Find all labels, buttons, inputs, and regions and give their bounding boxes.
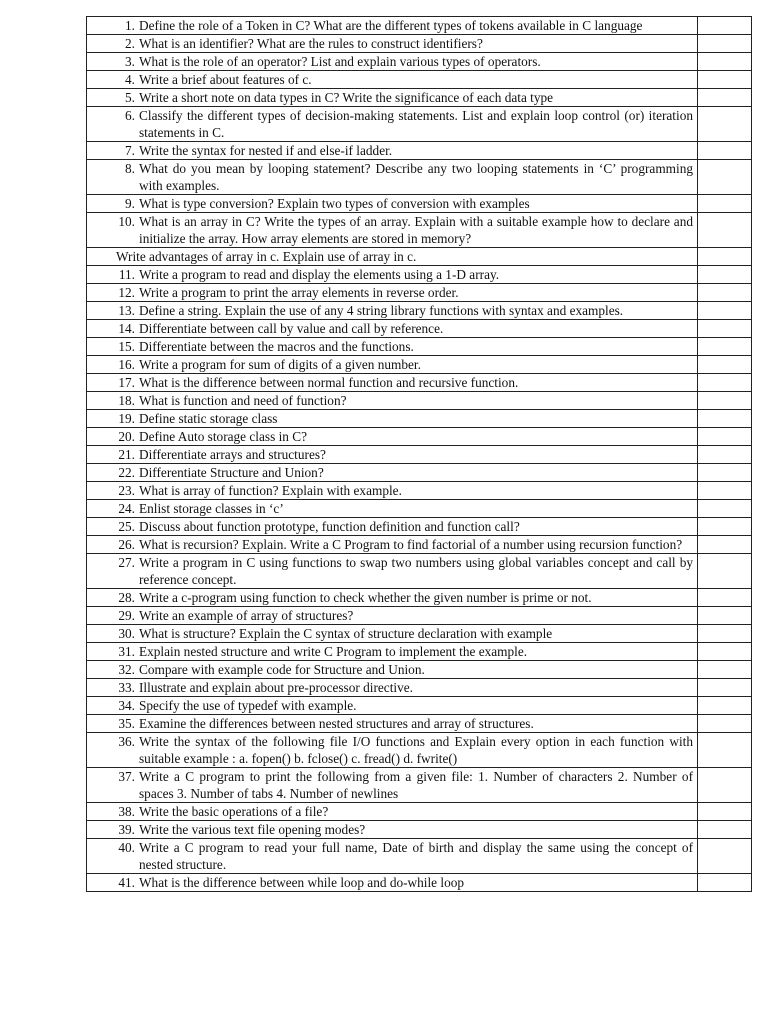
question-number: 13. bbox=[118, 303, 135, 318]
question-number: 8. bbox=[125, 161, 135, 176]
question-number: 24. bbox=[118, 501, 135, 516]
question-row bbox=[87, 410, 752, 428]
question-item bbox=[87, 803, 693, 820]
question-number: 33. bbox=[118, 680, 135, 695]
question-row bbox=[87, 213, 752, 248]
question-number: 19. bbox=[118, 411, 135, 426]
marks-cell bbox=[698, 107, 752, 142]
question-row bbox=[87, 518, 752, 536]
question-row bbox=[87, 679, 752, 697]
question-row bbox=[87, 768, 752, 803]
marks-cell bbox=[698, 142, 752, 160]
question-text: What is the difference between normal function and recursive function. bbox=[139, 375, 519, 390]
question-item bbox=[87, 195, 693, 212]
marks-cell bbox=[698, 71, 752, 89]
question-row bbox=[87, 607, 752, 625]
question-number: 22. bbox=[118, 465, 135, 480]
question-number: 27. bbox=[118, 555, 135, 570]
question-item bbox=[87, 715, 693, 732]
question-item bbox=[87, 320, 693, 337]
marks-cell bbox=[698, 195, 752, 213]
marks-cell bbox=[698, 821, 752, 839]
question-cell bbox=[87, 839, 698, 874]
question-item bbox=[87, 589, 693, 606]
question-text: Differentiate between the macros and the functions. bbox=[139, 339, 414, 354]
question-item bbox=[87, 554, 693, 588]
question-text: Write a c-program using function to check whether the given number is prime or not. bbox=[139, 590, 592, 605]
marks-cell bbox=[698, 536, 752, 554]
question-cell bbox=[87, 195, 698, 213]
question-number: 14. bbox=[118, 321, 135, 336]
question-cell bbox=[87, 482, 698, 500]
question-item bbox=[87, 625, 693, 642]
question-item bbox=[87, 89, 693, 106]
question-cell bbox=[87, 803, 698, 821]
question-text: Write a program to read and display the elements using a 1-D array. bbox=[139, 267, 500, 282]
question-cell bbox=[87, 266, 698, 284]
question-item bbox=[87, 284, 693, 301]
question-row bbox=[87, 697, 752, 715]
question-text: Differentiate between call by value and call by reference. bbox=[139, 321, 444, 336]
question-item bbox=[87, 53, 693, 70]
question-text: Write a program to print the array elements in reverse order. bbox=[139, 285, 459, 300]
question-cell bbox=[87, 392, 698, 410]
question-text: Write a brief about features of c. bbox=[139, 72, 312, 87]
question-row bbox=[87, 500, 752, 518]
question-row bbox=[87, 248, 752, 266]
question-item bbox=[87, 821, 693, 838]
question-number: 25. bbox=[118, 519, 135, 534]
question-item bbox=[87, 768, 693, 802]
marks-cell bbox=[698, 392, 752, 410]
marks-cell bbox=[698, 697, 752, 715]
question-item bbox=[87, 536, 693, 553]
question-item bbox=[87, 160, 693, 194]
marks-cell bbox=[698, 213, 752, 248]
question-cell bbox=[87, 302, 698, 320]
question-row bbox=[87, 661, 752, 679]
question-cell bbox=[87, 356, 698, 374]
question-number: 38. bbox=[118, 804, 135, 819]
marks-cell bbox=[698, 53, 752, 71]
question-number: 40. bbox=[118, 840, 135, 855]
question-table bbox=[86, 16, 752, 892]
question-number: 20. bbox=[118, 429, 135, 444]
question-text: Write an example of array of structures? bbox=[139, 608, 354, 623]
question-item bbox=[87, 643, 693, 660]
question-item bbox=[87, 661, 693, 678]
question-text: Enlist storage classes in ‘c’ bbox=[139, 501, 284, 516]
question-cell bbox=[87, 89, 698, 107]
question-row bbox=[87, 71, 752, 89]
marks-cell bbox=[698, 554, 752, 589]
question-row bbox=[87, 625, 752, 643]
question-cell bbox=[87, 410, 698, 428]
question-cell bbox=[87, 536, 698, 554]
marks-cell bbox=[698, 356, 752, 374]
question-text: Write a program in C using functions to swap two numbers using global variables concept and call by reference concept. bbox=[139, 555, 693, 587]
marks-cell bbox=[698, 428, 752, 446]
question-cell bbox=[87, 821, 698, 839]
marks-cell bbox=[698, 661, 752, 679]
question-text: Define Auto storage class in C? bbox=[139, 429, 308, 444]
marks-cell bbox=[698, 482, 752, 500]
question-item bbox=[87, 500, 693, 517]
question-item bbox=[87, 874, 693, 891]
question-item bbox=[87, 338, 693, 355]
question-text: Write the syntax of the following file I/O functions and Explain every option in each function with suitable example : a. fopen() b. fclose() c. fread() d. fwrite() bbox=[139, 734, 693, 766]
question-number: 23. bbox=[118, 483, 135, 498]
question-cell bbox=[87, 446, 698, 464]
marks-cell bbox=[698, 284, 752, 302]
question-text: Write the basic operations of a file? bbox=[139, 804, 329, 819]
question-text: Write the various text file opening modes? bbox=[139, 822, 366, 837]
question-cell bbox=[87, 768, 698, 803]
question-cell bbox=[87, 589, 698, 607]
question-cell bbox=[87, 71, 698, 89]
question-cell bbox=[87, 17, 698, 35]
question-item bbox=[87, 446, 693, 463]
question-row bbox=[87, 839, 752, 874]
question-item bbox=[87, 248, 693, 265]
question-row bbox=[87, 733, 752, 768]
question-row bbox=[87, 320, 752, 338]
question-cell bbox=[87, 160, 698, 195]
marks-cell bbox=[698, 35, 752, 53]
question-item bbox=[87, 374, 693, 391]
question-item bbox=[87, 356, 693, 373]
question-item bbox=[87, 17, 693, 34]
question-number: 32. bbox=[118, 662, 135, 677]
question-item bbox=[87, 392, 693, 409]
question-number: 28. bbox=[118, 590, 135, 605]
question-number: 30. bbox=[118, 626, 135, 641]
marks-cell bbox=[698, 464, 752, 482]
question-item bbox=[87, 302, 693, 319]
marks-cell bbox=[698, 715, 752, 733]
marks-cell bbox=[698, 446, 752, 464]
question-row bbox=[87, 17, 752, 35]
question-item bbox=[87, 518, 693, 535]
question-text: Differentiate arrays and structures? bbox=[139, 447, 326, 462]
question-number: 10. bbox=[118, 214, 135, 229]
question-cell bbox=[87, 715, 698, 733]
question-text: What is array of function? Explain with example. bbox=[139, 483, 402, 498]
question-number: 5. bbox=[125, 90, 135, 105]
question-text: Compare with example code for Structure and Union. bbox=[139, 662, 425, 677]
question-number: 6. bbox=[125, 108, 135, 123]
question-item bbox=[87, 213, 693, 247]
question-row bbox=[87, 464, 752, 482]
question-row bbox=[87, 266, 752, 284]
question-text: What is function and need of function? bbox=[139, 393, 347, 408]
question-cell bbox=[87, 338, 698, 356]
question-item bbox=[87, 107, 693, 141]
question-cell bbox=[87, 518, 698, 536]
question-row bbox=[87, 142, 752, 160]
marks-cell bbox=[698, 320, 752, 338]
question-number: 1. bbox=[125, 18, 135, 33]
question-text: Specify the use of typedef with example. bbox=[139, 698, 357, 713]
marks-cell bbox=[698, 160, 752, 195]
question-text: Define the role of a Token in C? What are the different types of tokens available in C language bbox=[139, 18, 643, 33]
question-row bbox=[87, 803, 752, 821]
question-row bbox=[87, 195, 752, 213]
question-cell bbox=[87, 500, 698, 518]
question-cell bbox=[87, 554, 698, 589]
question-text: What is structure? Explain the C syntax of structure declaration with example bbox=[139, 626, 553, 641]
question-cell bbox=[87, 607, 698, 625]
marks-cell bbox=[698, 839, 752, 874]
marks-cell bbox=[698, 17, 752, 35]
marks-cell bbox=[698, 248, 752, 266]
question-item bbox=[87, 482, 693, 499]
question-cell bbox=[87, 643, 698, 661]
marks-cell bbox=[698, 768, 752, 803]
marks-cell bbox=[698, 733, 752, 768]
question-text: Write a short note on data types in C? Write the significance of each data type bbox=[139, 90, 554, 105]
question-row bbox=[87, 874, 752, 892]
question-row bbox=[87, 356, 752, 374]
question-item bbox=[87, 428, 693, 445]
question-number: 16. bbox=[118, 357, 135, 372]
question-number: 4. bbox=[125, 72, 135, 87]
marks-cell bbox=[698, 500, 752, 518]
question-number: 7. bbox=[125, 143, 135, 158]
question-cell bbox=[87, 213, 698, 248]
question-item bbox=[87, 464, 693, 481]
question-number: 18. bbox=[118, 393, 135, 408]
marks-cell bbox=[698, 803, 752, 821]
question-text: What is recursion? Explain. Write a C Program to find factorial of a number using recursion function? bbox=[139, 537, 683, 552]
marks-cell bbox=[698, 518, 752, 536]
question-item bbox=[87, 266, 693, 283]
question-text: Write a C program to read your full name, Date of birth and display the same using the concept of nested structure. bbox=[139, 840, 693, 872]
question-cell bbox=[87, 320, 698, 338]
question-item bbox=[87, 679, 693, 696]
question-number: 2. bbox=[125, 36, 135, 51]
question-row bbox=[87, 589, 752, 607]
question-item bbox=[87, 71, 693, 88]
question-cell bbox=[87, 625, 698, 643]
question-number: 11. bbox=[118, 267, 135, 282]
question-text: What is type conversion? Explain two types of conversion with examples bbox=[139, 196, 530, 211]
question-cell bbox=[87, 697, 698, 715]
marks-cell bbox=[698, 374, 752, 392]
question-number: 29. bbox=[118, 608, 135, 623]
marks-cell bbox=[698, 625, 752, 643]
question-number: 9. bbox=[125, 196, 135, 211]
question-number: 34. bbox=[118, 698, 135, 713]
question-row bbox=[87, 160, 752, 195]
question-row bbox=[87, 554, 752, 589]
question-cell bbox=[87, 248, 698, 266]
marks-cell bbox=[698, 410, 752, 428]
question-cell bbox=[87, 284, 698, 302]
question-text: What do you mean by looping statement? Describe any two looping statements in ‘C’ programming with examples. bbox=[139, 161, 693, 193]
question-number: 39. bbox=[118, 822, 135, 837]
question-number: 37. bbox=[118, 769, 135, 784]
question-cell bbox=[87, 374, 698, 392]
question-row bbox=[87, 89, 752, 107]
question-text: Define static storage class bbox=[139, 411, 278, 426]
marks-cell bbox=[698, 266, 752, 284]
question-number: 15. bbox=[118, 339, 135, 354]
question-cell bbox=[87, 53, 698, 71]
question-text: What is the difference between while loop and do-while loop bbox=[139, 875, 465, 890]
question-cell bbox=[87, 874, 698, 892]
question-number: 41. bbox=[118, 875, 135, 890]
marks-cell bbox=[698, 607, 752, 625]
question-row bbox=[87, 53, 752, 71]
question-cell bbox=[87, 661, 698, 679]
question-cell bbox=[87, 733, 698, 768]
question-cell bbox=[87, 428, 698, 446]
question-table-body bbox=[87, 17, 752, 892]
marks-cell bbox=[698, 589, 752, 607]
question-cell bbox=[87, 464, 698, 482]
question-item bbox=[87, 697, 693, 714]
question-row bbox=[87, 302, 752, 320]
marks-cell bbox=[698, 874, 752, 892]
question-text: Write the syntax for nested if and else-if ladder. bbox=[139, 143, 393, 158]
question-number: 31. bbox=[118, 644, 135, 659]
question-text: Explain nested structure and write C Program to implement the example. bbox=[139, 644, 528, 659]
question-item bbox=[87, 35, 693, 52]
question-text: Classify the different types of decision-making statements. List and explain loop control (or) iteration statements in C. bbox=[139, 108, 693, 140]
question-text: Illustrate and explain about pre-processor directive. bbox=[139, 680, 413, 695]
question-text: Write advantages of array in c. Explain use of array in c. bbox=[116, 249, 417, 264]
question-item bbox=[87, 410, 693, 427]
question-text: Examine the differences between nested structures and array of structures. bbox=[139, 716, 534, 731]
question-number: 36. bbox=[118, 734, 135, 749]
question-item bbox=[87, 142, 693, 159]
question-text: Write a program for sum of digits of a given number. bbox=[139, 357, 421, 372]
question-text: What is an identifier? What are the rules to construct identifiers? bbox=[139, 36, 483, 51]
marks-cell bbox=[698, 338, 752, 356]
question-row bbox=[87, 284, 752, 302]
question-row bbox=[87, 374, 752, 392]
marks-cell bbox=[698, 302, 752, 320]
marks-cell bbox=[698, 89, 752, 107]
question-row bbox=[87, 392, 752, 410]
question-row bbox=[87, 643, 752, 661]
question-row bbox=[87, 107, 752, 142]
question-text: What is the role of an operator? List and explain various types of operators. bbox=[139, 54, 541, 69]
question-text: Differentiate Structure and Union? bbox=[139, 465, 324, 480]
question-number: 3. bbox=[125, 54, 135, 69]
question-row bbox=[87, 715, 752, 733]
question-row bbox=[87, 428, 752, 446]
question-item bbox=[87, 607, 693, 624]
question-text: Write a C program to print the following from a given file: 1. Number of characters 2. Number of spaces 3. Number of tabs 4. Number of newlines bbox=[139, 769, 693, 801]
marks-cell bbox=[698, 679, 752, 697]
question-row bbox=[87, 338, 752, 356]
question-row bbox=[87, 446, 752, 464]
question-text: Define a string. Explain the use of any 4 string library functions with syntax and examples. bbox=[139, 303, 624, 318]
question-row bbox=[87, 35, 752, 53]
question-text: What is an array in C? Write the types of an array. Explain with a suitable example how to declare and initialize the array. How array elements are stored in memory? bbox=[139, 214, 693, 246]
question-row bbox=[87, 482, 752, 500]
question-item bbox=[87, 733, 693, 767]
question-row bbox=[87, 821, 752, 839]
question-cell bbox=[87, 35, 698, 53]
question-number: 35. bbox=[118, 716, 135, 731]
marks-cell bbox=[698, 643, 752, 661]
question-number: 26. bbox=[118, 537, 135, 552]
question-cell bbox=[87, 107, 698, 142]
question-cell bbox=[87, 142, 698, 160]
question-number: 21. bbox=[118, 447, 135, 462]
question-number: 12. bbox=[118, 285, 135, 300]
question-number: 17. bbox=[118, 375, 135, 390]
question-row bbox=[87, 536, 752, 554]
question-cell bbox=[87, 679, 698, 697]
question-item bbox=[87, 839, 693, 873]
question-text: Discuss about function prototype, function definition and function call? bbox=[139, 519, 520, 534]
